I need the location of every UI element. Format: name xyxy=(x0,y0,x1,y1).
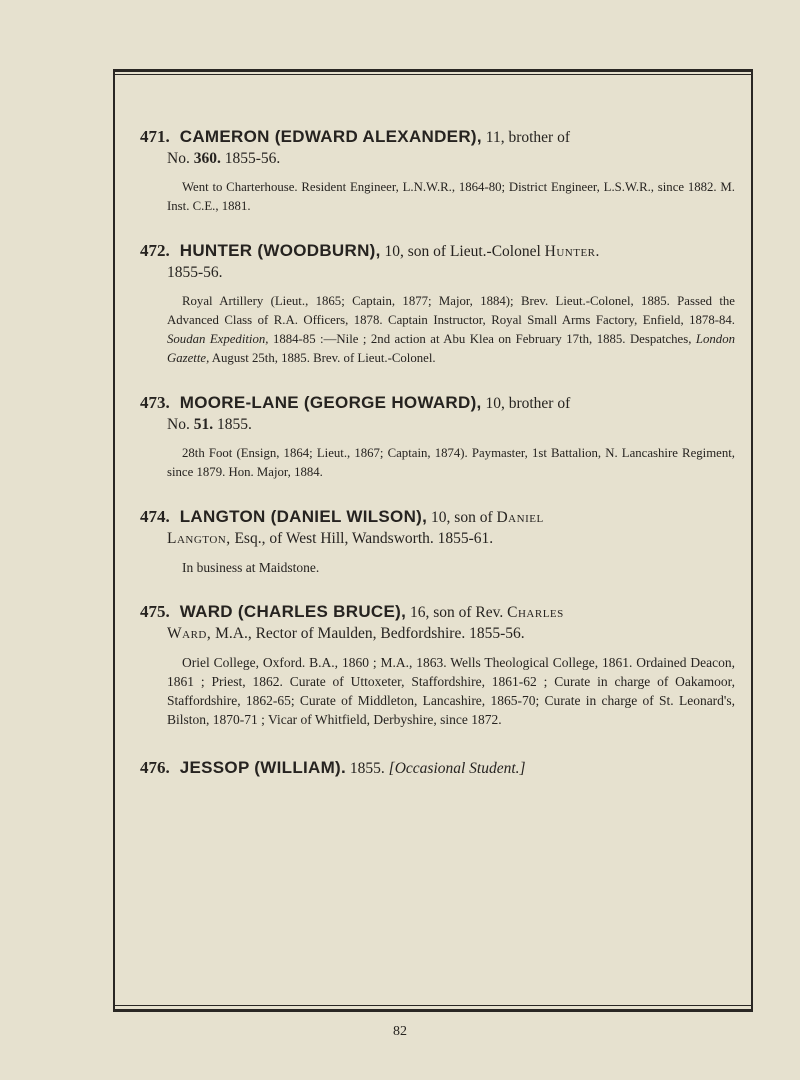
entry-heading xyxy=(140,601,735,644)
entry-number: 476. xyxy=(140,758,170,777)
entry-details: 10, son of xyxy=(427,509,497,526)
entry-476 xyxy=(140,757,735,779)
entry-details-cont: M.A., Rector of Maulden, Bedfordshire. 1855-56. xyxy=(211,625,525,642)
entry-name: JESSOP (WILLIAM). xyxy=(179,758,347,777)
entry-details-cont: Esq., of West Hill, Wandsworth. 1855-61. xyxy=(230,530,494,547)
entry-note: [Occasional Student.] xyxy=(388,760,526,777)
entry-details: 1855. xyxy=(346,760,389,777)
entry-details-cont: No. 51. 1855. xyxy=(167,416,252,433)
entry-name: CAMERON (EDWARD ALEXANDER), xyxy=(179,127,482,146)
bottom-rule xyxy=(113,1005,753,1006)
entry-heading xyxy=(140,392,735,435)
entry-details: 10, brother of xyxy=(481,395,571,412)
entry-name: LANGTON (DANIEL WILSON), xyxy=(179,507,428,526)
entry-475 xyxy=(140,601,735,729)
entry-body: Oriel College, Oxford. B.A., 1860 ; M.A., 1863. Wells Theological College, 1861. Ordained Deacon, 1861 ; Priest, 1862. Curate of Uttoxeter, Staffordshire, 1861-62 ; Curate in charge of Oakamoor, Staffordshire, 1862-65; Curate of Middleton, Lancashire, 1865-70; Curate in charge of St. Leonard's, Bilston, 1870-71 ; Vicar of Whitfield, Derbyshire, since 1872. xyxy=(167,655,735,727)
entry-details: 16, son of Rev. xyxy=(406,604,508,621)
entry-heading xyxy=(140,240,735,283)
cross-reference: 360. xyxy=(193,150,221,167)
entry-details-cont: No. 360. 1855-56. xyxy=(167,150,281,167)
entry-473 xyxy=(140,392,735,482)
entry-number: 473. xyxy=(140,393,170,412)
register-entries xyxy=(140,126,735,779)
entry-details: 10, son of Lieut.-Colonel xyxy=(380,243,545,260)
entry-472 xyxy=(140,240,735,368)
entry-details-smallcaps: Ward, xyxy=(167,625,212,642)
entry-body: Royal Artillery (Lieut., 1865; Captain, 1877; Major, 1884); Brev. Lieut.-Colonel, 1885. Passed the Advanced Class of R.A. Officers, 1878. Captain Instructor, Royal Small Arms Factory, Enfield, 1878-84. Soudan Expedition, 1884-85 :—Nile ; 2nd action at Abu Klea on February 17th, 1885. Despatches, London Gazette, August 25th, 1885. Brev. of Lieut.-Colonel. xyxy=(167,294,735,365)
entry-number: 475. xyxy=(140,602,170,621)
entry-years: 1855-56. xyxy=(167,264,223,281)
entry-details: 11, brother of xyxy=(481,129,570,146)
entry-474 xyxy=(140,506,735,577)
entry-heading xyxy=(140,506,735,549)
entry-body: Went to Charterhouse. Resident Engineer, L.N.W.R., 1864-80; District Engineer, L.S.W.R., since 1882. M. Inst. C.E., 1881. xyxy=(167,180,735,213)
cross-reference: 51. xyxy=(193,416,214,433)
top-rule xyxy=(113,74,753,75)
entry-body: 28th Foot (Ensign, 1864; Lieut., 1867; Captain, 1874). Paymaster, 1st Battalion, N. Lancashire Regiment, since 1879. Hon. Major, 1884. xyxy=(167,446,735,479)
entry-name: WARD (CHARLES BRUCE), xyxy=(179,602,407,621)
entry-details-smallcaps: Charles xyxy=(507,604,564,621)
entry-details-smallcaps: Hunter. xyxy=(544,243,600,260)
entry-name: HUNTER (WOODBURN), xyxy=(179,241,381,260)
entry-name: MOORE-LANE (GEORGE HOWARD), xyxy=(179,393,482,412)
italic-text: Soudan Expedition, xyxy=(167,332,269,346)
entry-number: 471. xyxy=(140,127,170,146)
italic-text: London Gazette, xyxy=(167,332,735,365)
entry-body: In business at Maidstone. xyxy=(182,560,320,575)
page-number: 82 xyxy=(393,1024,407,1039)
entry-heading xyxy=(140,757,735,779)
entry-number: 472. xyxy=(140,241,170,260)
entry-details-smallcaps: Daniel xyxy=(496,509,544,526)
entry-number: 474. xyxy=(140,507,170,526)
entry-heading xyxy=(140,126,735,169)
entry-471 xyxy=(140,126,735,216)
entry-details-smallcaps: Langton, xyxy=(167,530,231,547)
